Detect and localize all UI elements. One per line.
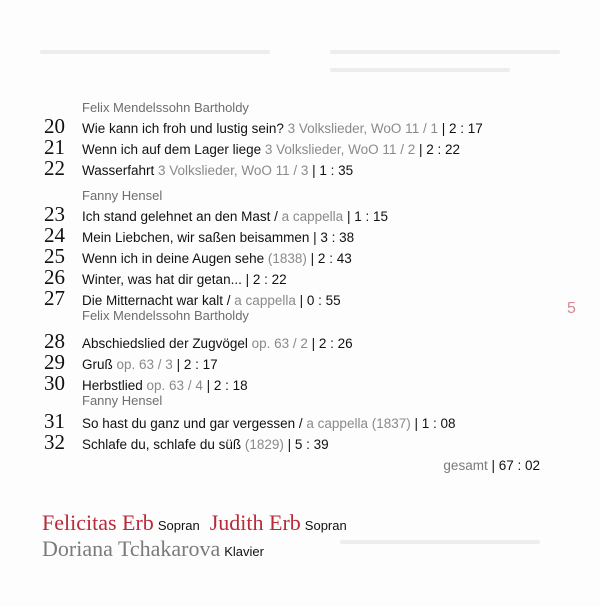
show-through-line <box>340 540 540 544</box>
track-line <box>82 209 388 224</box>
track-line <box>82 163 353 178</box>
track-line <box>82 142 460 157</box>
track-number: 28 <box>44 329 65 353</box>
track-title: Die Mitternacht war kalt / <box>82 293 235 308</box>
track-title: Wasserfahrt <box>82 163 155 178</box>
composer-heading: Fanny Hensel <box>82 393 163 408</box>
track-source: a cappella <box>234 293 296 308</box>
performers-line-1 <box>42 510 357 536</box>
track-source: a cappella <box>281 209 344 224</box>
track-duration: | 1 : 08 <box>410 416 456 431</box>
track-number: 22 <box>44 156 65 180</box>
track-duration: | 0 : 55 <box>295 293 341 308</box>
performer-role: Sopran <box>304 518 347 533</box>
track-line <box>82 357 218 372</box>
track-number: 32 <box>44 430 65 454</box>
performer-name: Doriana Tchakarova <box>42 536 221 561</box>
track-source: op. 63 / 3 <box>112 357 173 372</box>
track-source: op. 63 / 4 <box>142 378 203 393</box>
track-number: 25 <box>44 244 65 268</box>
track-title: Winter, was hat dir getan... <box>82 272 242 287</box>
track-title: Mein Liebchen, wir saßen beisammen <box>82 230 310 245</box>
track-title: Wie kann ich froh und lustig sein? <box>82 121 284 136</box>
track-line <box>82 230 354 245</box>
composer-heading: Fanny Hensel <box>82 188 163 203</box>
track-source: 3 Volkslieder, WoO 11 / 2 <box>261 142 416 157</box>
track-line <box>82 293 341 308</box>
composer-heading: Felix Mendelssohn Bartholdy <box>82 308 249 323</box>
track-title: Gruß <box>82 357 113 372</box>
track-title: Wenn ich auf dem Lager liege <box>82 142 262 157</box>
show-through-line <box>330 50 560 54</box>
show-through-line <box>40 50 270 54</box>
track-line <box>82 251 352 266</box>
track-number: 20 <box>44 114 65 138</box>
total-label: gesamt <box>443 458 488 473</box>
track-number: 30 <box>44 371 65 395</box>
track-source: a cappella (1837) <box>306 416 411 431</box>
performers-line-2 <box>42 536 274 562</box>
track-duration: | 2 : 22 <box>415 142 461 157</box>
track-number: 26 <box>44 265 65 289</box>
track-duration: | 5 : 39 <box>283 437 329 452</box>
performer-role: Sopran <box>157 518 200 533</box>
page-number: 5 <box>567 300 576 317</box>
track-duration: | 1 : 35 <box>308 163 354 178</box>
track-duration: | 2 : 43 <box>306 251 352 266</box>
track-title: Herbstlied <box>82 378 143 393</box>
track-line <box>82 437 329 452</box>
performer-name: Felicitas Erb <box>42 510 154 535</box>
track-duration: | 1 : 15 <box>343 209 388 224</box>
track-duration: | 2 : 26 <box>307 336 353 351</box>
track-number: 24 <box>44 223 65 247</box>
show-through-line <box>330 68 510 72</box>
performer-name: Judith Erb <box>209 510 301 535</box>
track-title: Abschiedslied der Zugvögel <box>82 336 248 351</box>
track-source: (1838) <box>264 251 307 266</box>
track-line <box>82 121 483 136</box>
track-title: Wenn ich in deine Augen sehe <box>82 251 265 266</box>
track-line <box>82 416 456 431</box>
composer-heading: Felix Mendelssohn Bartholdy <box>82 100 249 115</box>
track-duration: | 2 : 22 <box>241 272 287 287</box>
track-number: 29 <box>44 350 65 374</box>
track-number: 23 <box>44 202 65 226</box>
track-title: Schlafe du, schlafe du süß <box>82 437 242 452</box>
total-duration <box>443 458 540 473</box>
track-number: 27 <box>44 286 65 310</box>
track-source: 3 Volkslieder, WoO 11 / 3 <box>154 163 309 178</box>
track-duration: | 2 : 17 <box>437 121 483 136</box>
performer-role: Klavier <box>224 544 264 559</box>
track-number: 31 <box>44 409 65 433</box>
track-duration: | 2 : 17 <box>172 357 218 372</box>
track-title: So hast du ganz und gar vergessen / <box>82 416 307 431</box>
track-duration: | 2 : 18 <box>202 378 248 393</box>
track-line <box>82 336 353 351</box>
track-title: Ich stand gelehnet an den Mast / <box>82 209 282 224</box>
track-source: op. 63 / 2 <box>247 336 308 351</box>
track-line <box>82 378 248 393</box>
track-source: (1829) <box>241 437 284 452</box>
track-duration: | 3 : 38 <box>309 230 355 245</box>
track-line <box>82 272 287 287</box>
track-number: 21 <box>44 135 65 159</box>
track-source: 3 Volkslieder, WoO 11 / 1 <box>283 121 438 136</box>
total-value: | 67 : 02 <box>487 458 540 473</box>
